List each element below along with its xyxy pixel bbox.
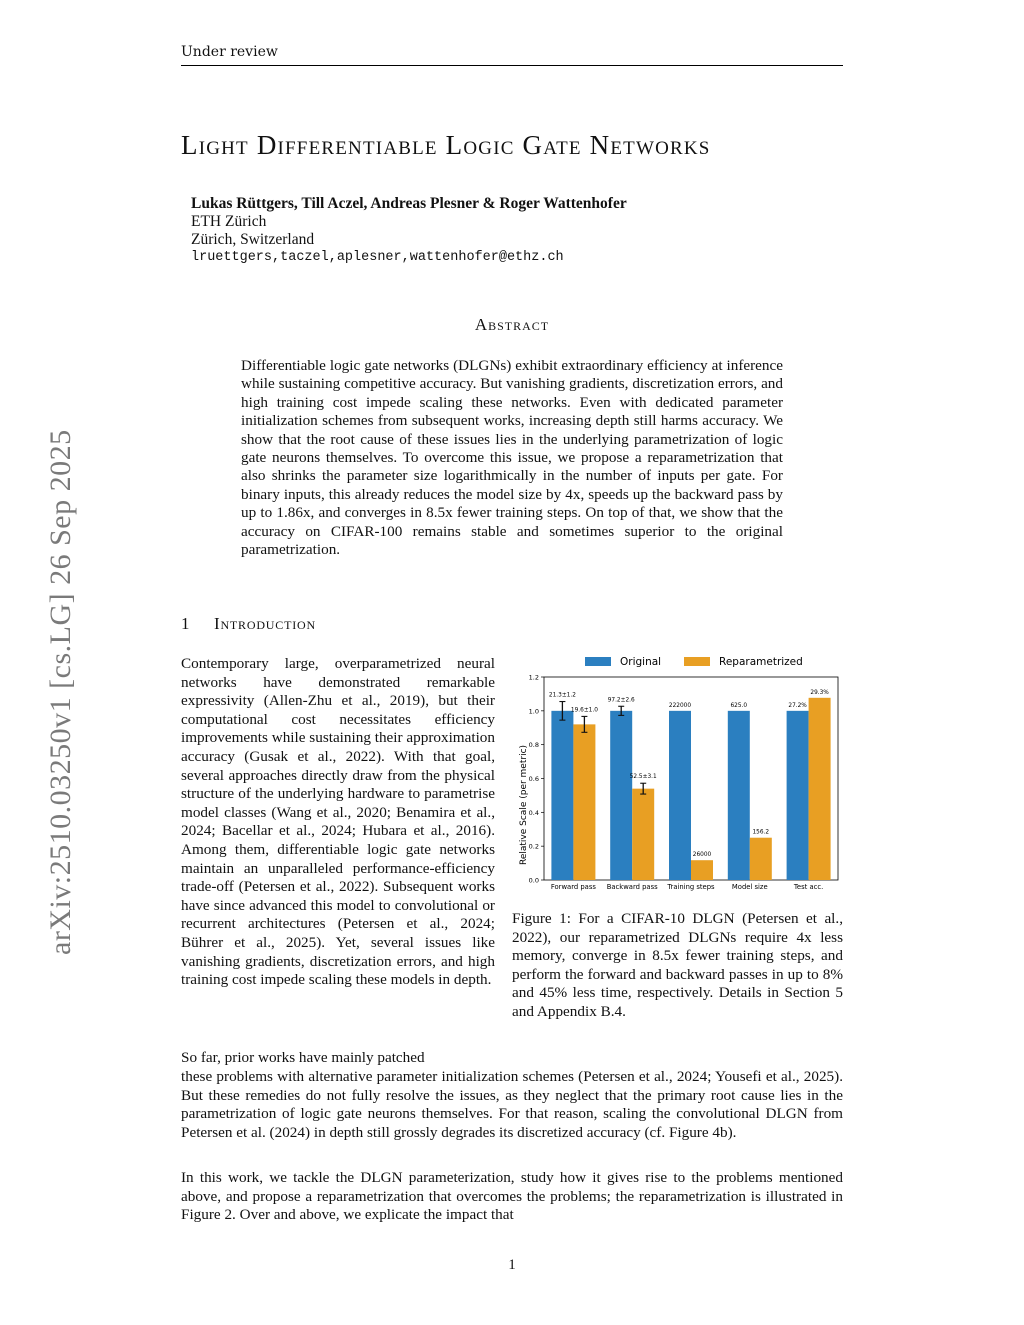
bar-original (551, 711, 573, 880)
legend-label-original: Original (620, 656, 662, 668)
intro-paragraph-2-start: So far, prior works have mainly patched (181, 1049, 425, 1066)
data-label: 29.3% (810, 689, 829, 696)
running-header: Under review (181, 44, 278, 60)
y-tick-label: 0.0 (528, 876, 539, 885)
abstract-heading: Abstract (474, 315, 550, 334)
intro-paragraph-2: these problems with alternative parameter initialization schemes (Petersen et al., 2024; Yousefi et al., 2025). But these remedies do not fully resolve the issues, as they neglect that the primary root cause lies in the parametrization of logic gate neurons themselves. For that reason, scaling the convolutional DLGN from Petersen et al. (2024) in depth still grossly degrades its discretized accuracy (cf. Figure 4b). (181, 1068, 843, 1141)
data-label: 26000 (692, 852, 712, 859)
author-emails: lruettgers,taczel,aplesner,wattenhofer@ethz.ch (191, 250, 564, 265)
section-number: 1 (181, 614, 190, 633)
bar-reparametrized (573, 724, 595, 880)
page-number: 1 (508, 1257, 516, 1273)
abstract-text: Differentiable logic gate networks (DLGNs) exhibit extraordinary efficiency at inference while sustaining competitive accuracy. But vanishing gradients, discretization errors, and high training cost impede scaling these networks. Even with dedicated parameter initialization schemes from subsequent works, increasing depth still harms accuracy. We show that the root cause of these issues lies in the underlying parametrization of logic gate neurons themselves. To overcome this issue, we propose a reparametrization that also shrinks the parameter size logarithmically in the number of inputs per gate. For binary inputs, this already reduces the model size by 4x, speeds up the backward pass by up to 1.86x, and converges in 8.5x fewer training steps. On top of that, we show that the accuracy on CIFAR-100 remains stable and sometimes superior to the original parametrization. (241, 357, 783, 559)
data-label: 52.5±3.1 (629, 774, 657, 781)
affiliation: ETH Zürich (191, 213, 267, 230)
y-tick-label: 0.8 (528, 741, 539, 750)
bar-original (669, 711, 691, 880)
data-label: 222000 (668, 702, 692, 709)
arxiv-stamp: arXiv:2510.03250v1 [cs.LG] 26 Sep 2025 (44, 429, 77, 955)
y-tick-label: 1.0 (528, 707, 539, 716)
data-label: 21.3±1.2 (548, 692, 576, 699)
section-title: Introduction (214, 614, 316, 633)
legend (585, 656, 803, 668)
bar-original (787, 711, 809, 880)
x-tick-label: Training steps (667, 883, 715, 891)
x-tick-label: Test acc. (793, 883, 824, 891)
x-tick-label: Model size (731, 883, 768, 891)
section-heading (181, 614, 316, 634)
intro-paragraph-1: Contemporary large, overparametrized neural networks have demonstrated remarkable expressivity (Allen-Zhu et al., 2019), but their computational cost necessitates efficiency improvements while sustaining their approximation accuracy (Gusak et al., 2022). With that goal, several approaches directly draw from the physical structure of the underlying hardware to parametrise model classes (Wang et al., 2020; Benamira et al., 2024; Bacellar et al., 2024; Hubara et al., 2016). Among them, differentiable logic gate networks maintain an unparalleled performance-efficiency trade-off (Petersen et al., 2022). Subsequent works have since advanced this model to convolutional or recurrent architectures (Petersen et al., 2024; Bührer et al., 2025). Yet, several issues like vanishing gradients, discretization errors, and high training cost impede scaling these models in depth. (181, 655, 495, 989)
y-tick-label: 0.4 (528, 808, 539, 817)
plot-area (529, 674, 838, 892)
data-label: 27.2% (788, 702, 807, 709)
bar-reparametrized (809, 698, 831, 880)
bar-reparametrized (750, 838, 772, 880)
paper-title: Light Differentiable Logic Gate Networks (181, 130, 711, 160)
x-tick-label: Forward pass (550, 883, 596, 891)
y-tick-label: 1.2 (528, 673, 539, 682)
bar-original (610, 711, 632, 880)
x-tick-label: Backward pass (606, 883, 658, 891)
intro-paragraph-3: In this work, we tackle the DLGN parameterization, study how it gives rise to the problems mentioned above, and propose a reparametrization that overcomes the problems; the reparametrization is illustrated in Figure 2. Over and above, we explicate the impact that (181, 1169, 843, 1224)
legend-swatch-original (585, 657, 611, 666)
data-label: 19.6±1.0 (570, 707, 598, 714)
location: Zürich, Switzerland (191, 231, 315, 248)
figure-1-chart (512, 647, 843, 897)
legend-swatch-reparametrized (684, 657, 710, 666)
data-label: 156.2 (752, 829, 770, 836)
figure-1-caption: Figure 1: For a CIFAR-10 DLGN (Petersen et al., 2022), our reparametrized DLGNs require 4x less memory, converge in 8.5x fewer training steps, and perform the forward and backward passes in up to 8% and 45% less time, respectively. Details in Section 5 and Appendix B.4. (512, 910, 843, 1020)
bar-reparametrized (691, 860, 713, 880)
header-rule (181, 65, 843, 66)
bar-original (728, 711, 750, 880)
y-tick-label: 0.2 (528, 842, 539, 851)
y-axis-label: Relative Scale (per metric) (519, 744, 529, 866)
data-label: 97.2±2.6 (607, 697, 635, 704)
authors: Lukas Rüttgers, Till Aczel, Andreas Plesner & Roger Wattenhofer (191, 195, 627, 212)
data-label: 625.0 (730, 702, 748, 709)
legend-label-reparametrized: Reparametrized (719, 656, 803, 668)
y-tick-label: 0.6 (528, 775, 539, 783)
bar-reparametrized (632, 789, 654, 880)
